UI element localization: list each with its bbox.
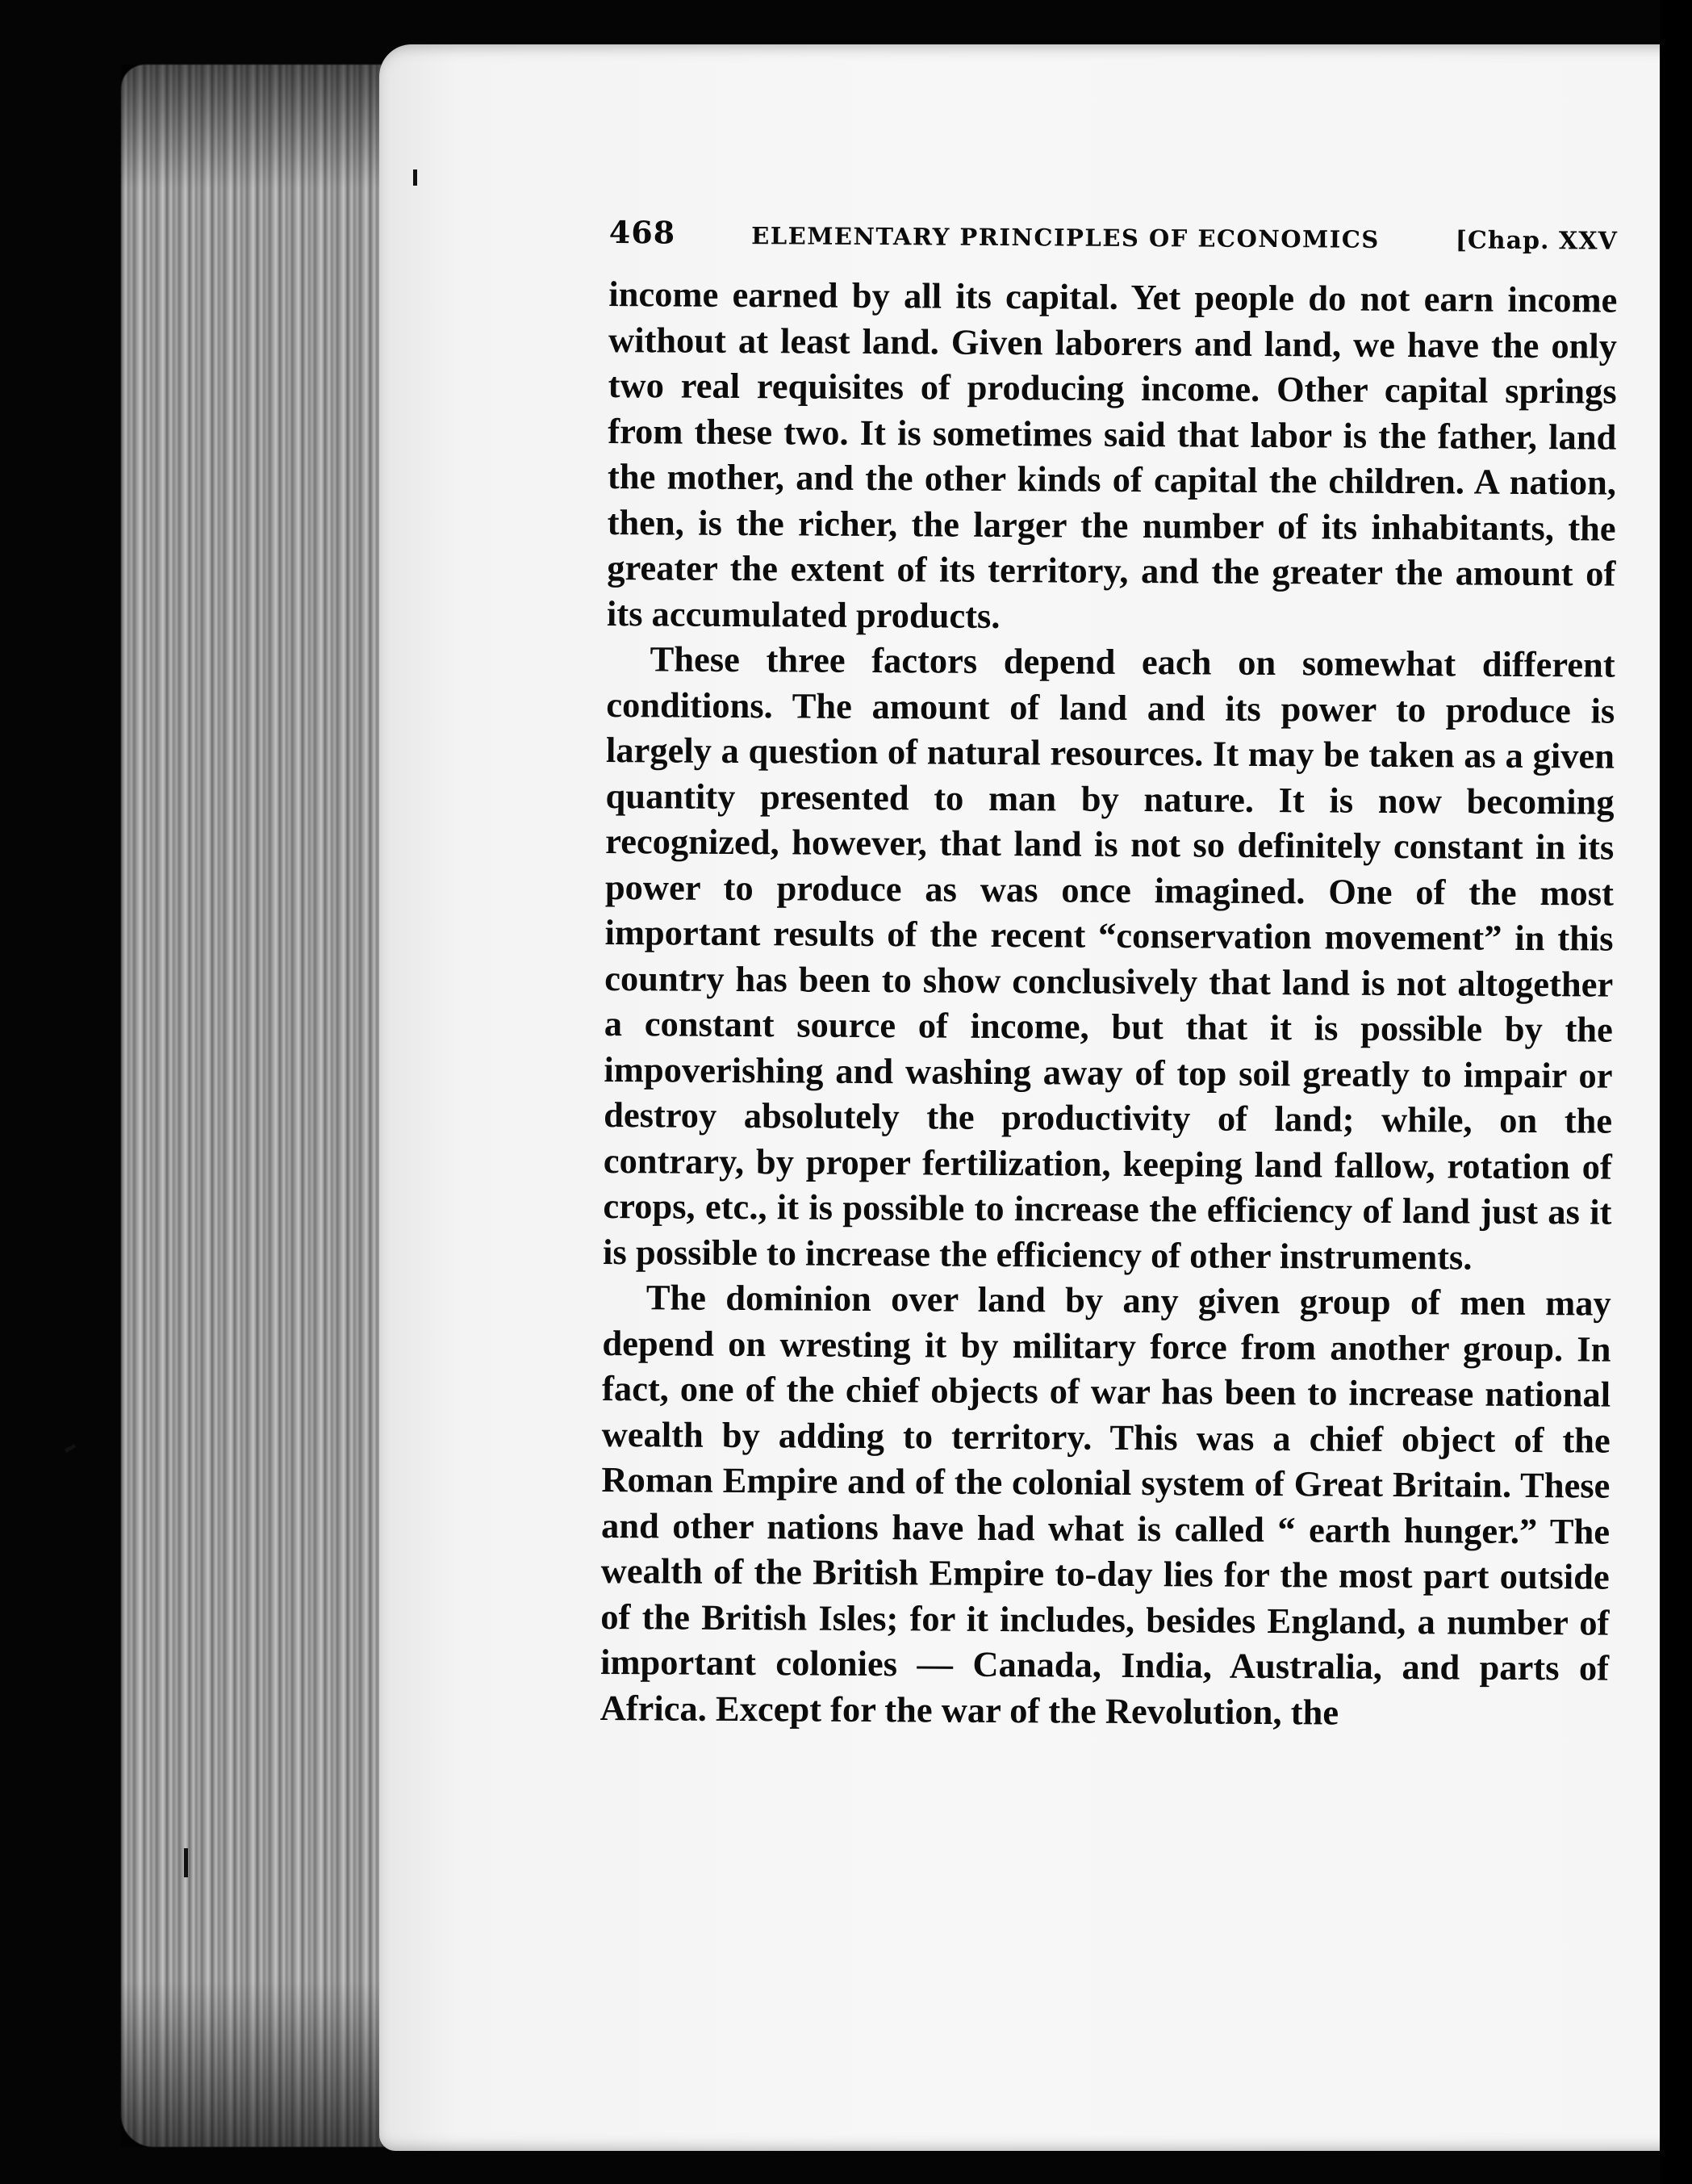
paragraph-continued: income earned by all its capital. Yet people do not earn income without at least land. Given laborers and land, we have the only two real requisites of producing income. Other capital springs from these two. It is sometimes said that labor is the father, land the mother, and the other kinds of capital the children. A nation, then, is the richer, the larger the number of its inhabitants, the greater the extent of its territory, and the greater the amount of its accumulated products. xyxy=(606,273,1618,636)
paragraph: These three factors depend each on somewhat different conditions. The amount of land and its power to produce is largely a question of natural resources. It may be taken as a given quantity presented to man by nature. It is now becoming recognized, however, that land is not so definitely constant in its power to produce as was once imagined. One of the most important results of the recent “conservation movement” in this country has been to show conclusively that land is not altogether a constant source of income, but that it is possible by the impoverishing and washing away of top soil greatly to impair or destroy absolutely the productivity of land; while, on the contrary, by proper fertilization, keeping land fallow, rotation of crops, etc., it is possible to increase the efficiency of land just as it is possible to increase the efficiency of other instruments. xyxy=(602,638,1615,1278)
scan-speck xyxy=(413,169,417,186)
page-number: 468 xyxy=(608,214,676,251)
running-title: ELEMENTARY PRINCIPLES OF ECONOMICS xyxy=(751,222,1380,253)
right-scan-border xyxy=(1660,0,1692,2184)
paragraph: The dominion over land by any given group of men may depend on wresting it by military force from another group. In fact, one of the chief objects of war has been to increase national wealth by adding to territory. This was a chief object of the Roman Empire and of the colonial system of Great Britain. These and other nations have had what is called “ earth hunger.” The wealth of the British Empire to-day lies for the most part outside of the British Isles; for it includes, besides England, a number of important colonies — Canada, India, Australia, and parts of Africa. Except for the war of the Revolution, the xyxy=(600,1277,1611,1733)
book-page-edges xyxy=(121,65,412,2147)
scan-speck xyxy=(184,1848,188,1877)
chapter-reference: [Chap. XXV xyxy=(1455,226,1618,256)
page-text xyxy=(600,214,1618,1737)
running-head xyxy=(609,214,1618,257)
scan-speck xyxy=(65,1444,77,1453)
